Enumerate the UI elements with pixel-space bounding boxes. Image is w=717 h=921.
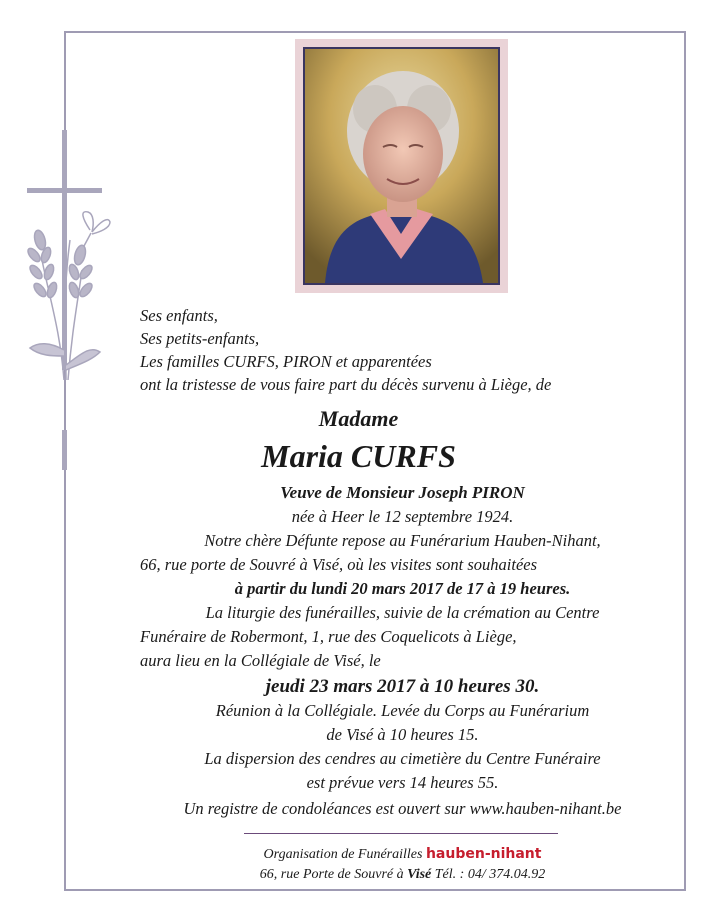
butterfly-icon xyxy=(83,212,110,246)
text-families: Les familles CURFS, PIRON et apparentées xyxy=(140,352,432,371)
footer-phone: Tél. : 04/ 374.04.92 xyxy=(434,867,546,882)
text-ashes-1: La dispersion des cendres au cimetière du Centre Funéraire xyxy=(204,749,601,768)
text-born: née à Heer le 12 septembre 1924. xyxy=(291,507,514,526)
text-children: Ses enfants, xyxy=(140,306,218,325)
footer-address xyxy=(44,866,717,884)
text-meeting-1: Réunion à la Collégiale. Levée du Corps au Funérarium xyxy=(215,701,590,720)
portrait-photo xyxy=(303,47,500,285)
footer-address-city: Visé xyxy=(407,867,432,882)
text-liturgy-1: La liturgie des funérailles, suivie de la crémation au Centre xyxy=(205,603,600,622)
footer-address-prefix: 66, rue Porte de Souvré à xyxy=(259,867,404,882)
footer-org-prefix: Organisation de Funérailles xyxy=(263,847,423,862)
title-madame: Madame xyxy=(318,406,399,431)
text-liturgy-2: Funéraire de Robermont, 1, rue des Coquelicots à Liège, xyxy=(140,627,517,646)
text-repose-1: Notre chère Défunte repose au Funérarium Hauben-Nihant, xyxy=(204,531,601,550)
text-ceremony-date: jeudi 23 mars 2017 à 10 heures 30. xyxy=(265,676,540,697)
text-announcement: ont la tristesse de vous faire part du décès survenu à Liège, de xyxy=(140,375,552,394)
text-repose-2: 66, rue porte de Souvré à Visé, où les visites sont souhaitées xyxy=(140,555,538,574)
text-widow: Veuve de Monsieur Joseph PIRON xyxy=(280,483,525,502)
text-visits: à partir du lundi 20 mars 2017 de 17 à 19 heures. xyxy=(234,579,571,598)
brand-logo: hauben-nihant xyxy=(425,846,542,862)
footer-separator xyxy=(244,833,558,834)
portrait-frame xyxy=(295,39,508,293)
deceased-name: Maria CURFS xyxy=(261,438,456,474)
footer-organisation xyxy=(44,845,717,864)
text-ashes-2: est prévue vers 14 heures 55. xyxy=(306,773,499,792)
text-meeting-2: de Visé à 10 heures 15. xyxy=(326,725,479,744)
text-liturgy-3: aura lieu en la Collégiale de Visé, le xyxy=(140,651,381,670)
text-grandchildren: Ses petits-enfants, xyxy=(140,329,260,348)
text-register: Un registre de condoléances est ouvert sur www.hauben-nihant.be xyxy=(183,799,622,818)
